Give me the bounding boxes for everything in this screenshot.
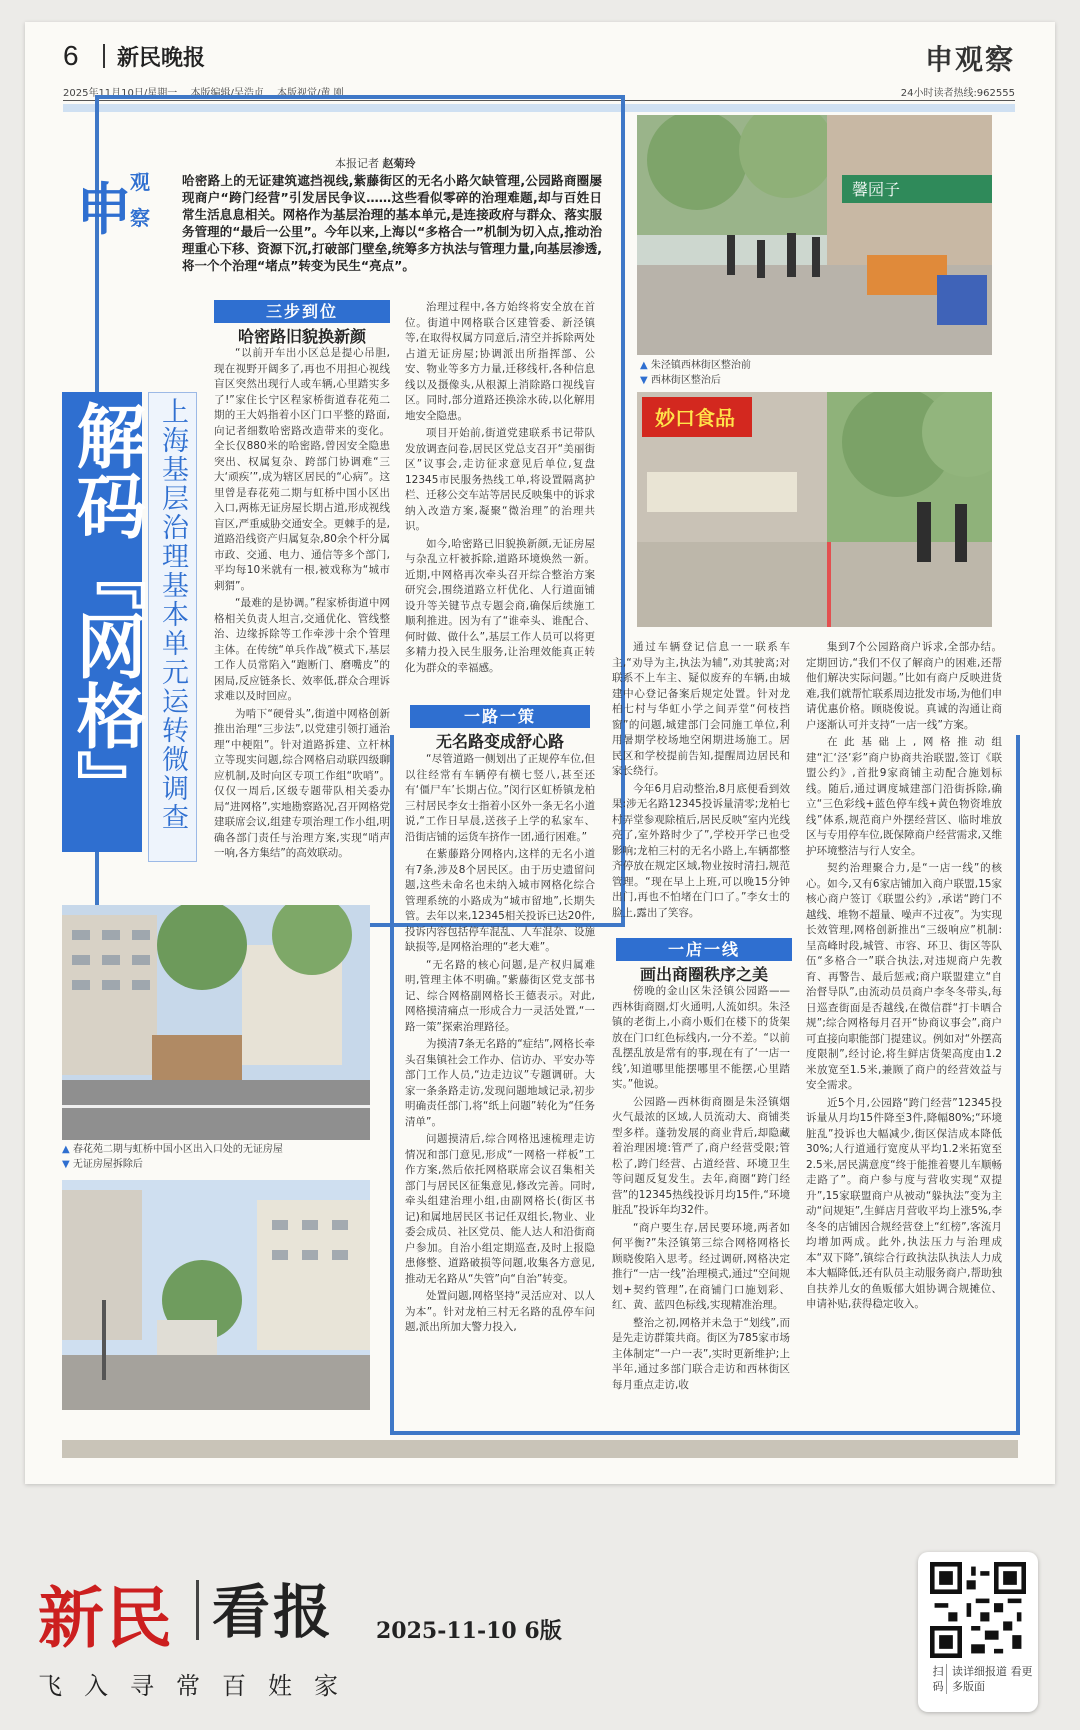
editor-credit: 本版编辑/吴浩贞 — [190, 88, 264, 99]
reader-hotline: 24小时读者热线:962555 — [900, 88, 1015, 99]
column-6 — [806, 640, 1002, 1424]
paragraph: 为啃下“硬骨头”,街道中网格创新推出治理“三步法”,以党建引领打通治理“中梗阻”。针对道路拆建、立杆林立等现实问题,综合网格启动联四级聊应机制,及时向区专项工作组“吹哨”。仅仅一周后,区级专题带队相关委办局“进网格”,实地勘察路况,召开网格党建联席会议,组建专项治理工作小组,明确各部门责任与治理方案,实现“哨声一响,各方集结”的高效联动。 — [214, 707, 390, 859]
column-3 — [405, 752, 595, 1424]
paragraph: 傍晚的金山区朱泾镇公园路——西林街商圈,灯火通明,人流如织。朱泾镇的老街上,小商小贩们在楼下的货架放在门口红色标线内,一分不差。“以前乱摆乱放是常有的事,现在有了‘一店一线’,知道哪里能摆哪里不能摆,心里踏实。”他说。 — [612, 985, 790, 1090]
logo-char-shen: 申 — [76, 177, 132, 243]
paragraph: 在紫藤路分网格内,这样的无名小道有7条,涉及8个居民区。由于历史遗留问题,这些未命名也未纳入城市网格化综合管理系统的小路成为“城市留地”,长期失管。去年以来,12345相关投诉已达20件,投诉内容包括停车混乱、人车混杂、设施缺损等,是网格治理的“老大难”。 — [405, 848, 595, 953]
column-1 — [214, 346, 390, 886]
paragraph: 如今,哈密路已旧貌换新颜,无证房屋与杂乱立杆被拆除,道路环境焕然一新。近期,中网格再次牵头召开综合整治方案研究会,围绕道路立杆优化、人行道面铺设升等关键节点专题会商,确保后续施工顺利推进。因为有了“谁牵头、谁配合、何时做、做什么”,基层工作人员可以将更多精力投入民生服务,让治理效能真正转化为群众的幸福感。 — [405, 537, 595, 674]
date-line: 2025年11月10日/星期一 — [63, 88, 178, 99]
photo-xilin-after — [637, 392, 992, 627]
byline — [335, 155, 416, 171]
paragraph: 今年6月启动整治,8月底便看到效果:涉无名路12345投诉量清零;龙柏七村弄堂参观除植后,居民反映“室内光线亮了,室外路时少了”,学校开学已也受影响;龙柏三村的无名小路上,车辆都整齐停放在规定区域,物业按时清扫,规范管理。“现在早上上班,可以晚15分钟出门,再也不怕堵在门口了。”李女士的脸上,露出了笑容。 — [612, 782, 790, 919]
paragraph: 公园路—西林街商圈是朱泾镇烟火气最浓的区域,人员流动大、商铺类型多样。蓬勃发展的商业背后,却隐藏着治理困境:管严了,商户经营受限;管松了,跨门经营、占道经营、环境卫生等问题反复发生。去年,商圈“跨门经营”的12345热线投诉月均15件,“环境脏乱”投诉年均32件。 — [612, 1095, 790, 1216]
shenguancha-logo — [76, 160, 172, 250]
caption-top-right: ▲ 朱泾镇西林街区整治前 ▼ 西林街区整治后 — [640, 360, 751, 386]
brand-kanbao: 看报 — [212, 1578, 335, 1646]
caption-hami-before: 春花苑二期与虹桥中国小区出入口处的无证房屋 — [72, 1144, 283, 1155]
header-divider — [103, 44, 105, 68]
edition-date: 2025-11-10 6版 — [376, 1618, 562, 1644]
caption-hami-after: 无证房屋拆除后 — [72, 1159, 143, 1170]
photo-hami-before — [62, 905, 370, 1140]
page-number: 6 — [63, 40, 79, 71]
paragraph: “无名路的核心问题,是产权归属难明,管理主体不明确。”紫藤街区党支部书记、综合网格副网格长王德表示。对此,网格摸清痛点一形成合力一灵活处置,“一路一策”探索治理路径。 — [405, 958, 595, 1033]
section-head-2: 一路一策 — [410, 705, 590, 728]
qr-card[interactable] — [918, 1552, 1038, 1712]
brand-xinmin: 新民 — [38, 1579, 174, 1657]
photo-xilin-before — [637, 115, 992, 355]
paragraph: “以前开车出小区总是提心吊胆,现在视野开阔多了,再也不用担心视线盲区突然出现行人或车辆,心里踏实多了!”家住长宁区程家桥街道春花苑二期的王大妈指着小区门口平整的路面,向记者细数哈密路改造带来的变化。全长仅880米的哈密路,曾因安全隐患突出、权属复杂、跨部门协调难“三大‘顽疾’”,成为辖区居民的“心病”。这里曾是春花苑二期与虹桥中国小区出入口,两栋无证房屋长期占道,形成视线盲区,严重威胁交通安全。更棘手的是,道路沿线资产归属复杂,80余个杆分属市政、交通、电力、通信等多个部门,平均每10米就有一根,被戏称为“城市刺猬”。 — [214, 347, 390, 592]
paragraph: “商户要生存,居民要环境,两者如何平衡?”朱泾镇第三综合网格网格长顾晓俊陷入思考。经过调研,网格决定推行“一店一线”治理模式,通过“空间规划+契约管理”,在商铺门口施划彩、红、黄、蓝四色标线,实现精准治理。 — [612, 1221, 790, 1311]
logo-char-cha: 察 — [130, 206, 150, 230]
paragraph: 在此基础上,网格推动组建“汇‘泾’彩”商户协商共治联盟,签订《联盟公约》,首批9家商铺主动配合施划标线。随后,通过调度城建部门沿街拆除,确立“三色彩线+蓝色停车线+黄色物资堆放线”体系,规范商户外摆经营区、临时堆放区与专用停车位,既保障商户经营需求,又维护环境整洁与行人安全。 — [806, 736, 1002, 857]
paragraph: 治理过程中,各方始终将安全放在首位。街道中网格联合区建管委、新泾镇等,在取得权属方同意后,清空并拆除两处占道无证房屋;协调派出所指挥部、公安、物业等多方力量,迁移线杆,各种信息线以及摄像头,从根源上消除路口视线盲区。同时,部分道路还换涂水砖,以化解用地安全隐患。 — [405, 301, 595, 422]
paragraph: 通过车辆登记信息一一联系车主,“劝导为主,执法为辅”,劝其驶离;对联系不上车主、疑似废弃的车辆,由城建中心登记备案后规定处置。针对龙柏七村与华虹小学之间弄堂“何枝挡窗”的问题,城建部门会同施工单位,利用暑期学校场地空闲期进场施工。居民区和学校提前告知,提醒周边居民和家长绕行。 — [612, 641, 790, 777]
paragraph: 为摸清7条无名路的“症结”,网格长牵头召集镇社会工作办、信访办、平安办等部门工作人员,“边走边议”专题调研。大家一条条路走访,发现问题地域记录,初步明确责任部门,将“纸上问题”转化为“任务清单”。 — [405, 1038, 595, 1128]
logo-char-guan: 观 — [130, 170, 150, 194]
stall-sign-text: 馨园子 — [852, 180, 901, 199]
paragraph: 处置问题,网格坚持“灵活应对、以人为本”。针对龙柏三村无名路的乱停车问题,派出所加大警力投入, — [405, 1290, 595, 1333]
paragraph: 契约治理聚合力,是“一店一线”的核心。如今,又有6家店铺加入商户联盟,15家核心商户签订《联盟公约》,承诺“跨门不越线、堆物不超量、噪声不过夜”。为实现长效管理,网格创新推出“三级响应”机制:呈高峰时段,城管、市容、环卫、街区等队伍“多格合一”联合执法,对违规商户先教育、再警告、最后惩戒;商户联盟建立“自治督导队”,由流动员员商户李冬冬带头,每日巡查街面是否越线,在微信群“打卡晒合规”;综合网格每月召开“协商议事会”,商户可直接向职能部门提建议。例如对“外摆高度限制”,经讨论,将生鲜店货架高度由1.2米放宽至1.5米,兼顾了商户的经营效益与安全需求。 — [806, 862, 1002, 1091]
paragraph: “最难的是协调。”程家桥街道中网格相关负责人坦言,交通优化、管线整治、边缘拆除等工作牵涉十余个管理主体。在传统“单兵作战”模式下,基层工作人员常陷入“跑断门、磨嘴皮”的困局,反应链条长、效率低,群众合理诉求难以及时回应。 — [214, 597, 390, 702]
proofreader-credit: 本版视觉/黄 刚 — [277, 88, 344, 99]
brand-divider — [196, 1580, 199, 1640]
sub-headline: 上海基层治理基本单元运转微调查 — [148, 392, 197, 862]
page-bottom-edge — [62, 1440, 1018, 1458]
section-name: 申观察 — [924, 43, 1015, 76]
paragraph: 项目开始前,街道党建联系书记带队发放调查问卷,居民区党总支召开“美丽街区”议事会,走访征求意见后单位,复盘12345市民服务热线工单,将设置隔离护栏、迁移公交车站等居民反映集中的诉求纳入改造方案,凝聚“微治理”的治理共识。 — [405, 427, 595, 532]
column-5 — [612, 984, 790, 1424]
paragraph: “尽管道路一侧划出了正规停车位,但以往经常有车辆停有横七竖八,甚至还有‘僵尸车’长期占位。”闵行区虹桥镇龙柏三村居民李女士指着小区外一条无名小道说,“工作日早晨,送孩子上学的私家车、沿街店铺的运货车挤作一团,通行困难。” — [405, 753, 595, 843]
section-head-3: 一店一线 — [616, 938, 792, 961]
byline-name: 赵菊玲 — [382, 157, 416, 170]
caption-bottom-left: ▲ 春花苑二期与虹桥中国小区出入口处的无证房屋 ▼ 无证房屋拆除后 — [62, 1144, 283, 1170]
qr-description: 读详细报道 看更多版面 — [952, 1665, 1033, 1693]
section-sub-3: 画出商圈秩序之美 — [639, 965, 768, 984]
lead-paragraph: 哈密路上的无证建筑遮挡视线,紫藤街区的无名小路欠缺管理,公园路商圈屡现商户“跨门经营”引发居民争议……这些看似零碎的治理难题,却与百姓日常生活息息相关。网格作为基层治理的基本单元,是连接政府与群众、落实服务管理的“最后一公里”。今年以来,上海以“多格合一”机制为切入点,推动治理重心下移、资源下沉,打破部门壁垒,统筹多方执法与管理力量,向基层渗透,将一个个治理“堵点”转变为民生“亮点”。 — [182, 173, 602, 273]
qr-code-icon[interactable] — [930, 1562, 1026, 1658]
caption-after: 西林街区整治后 — [650, 375, 721, 386]
caption-before: 朱泾镇西林街区整治前 — [650, 360, 751, 371]
paragraph: 整治之初,网格并未急于“划线”,而是先走访群策共商。街区为785家市场主体制定“一户一表”,实时更新维护;上半年,通过多部门联合走访和西林街区每月重点走访,收 — [612, 1316, 790, 1391]
byline-prefix: 本报记者 — [335, 157, 379, 170]
photo-hami-after — [62, 1180, 370, 1410]
paper-name: 新民晚报 — [117, 45, 206, 71]
paragraph: 问题摸清后,综合网格迅速梳理走访情况和部门意见,形成“一网格一样板”工作方案,然后依托网格联席会议召集相关部门与居民区征集意见,修改完善。同时,牵头组建治理小组,由副网格长(街区书记)和属地居民区书记任双组长,物业、业委会成员、社区党员、能人达人和沿街商户参加。自治小组定期巡查,及时上报隐患修整、道路破损等问题,收集各方意见,推动无名路从“失管”向“自治”转变。 — [405, 1133, 595, 1285]
section-sub-2: 无名路变成舒心路 — [435, 732, 564, 751]
column-2 — [405, 300, 595, 710]
section-head-1: 三步到位 — [214, 300, 390, 323]
column-4 — [612, 640, 790, 925]
shop-sign-text: 妙口食品 — [655, 406, 735, 430]
section-sub-1: 哈密路旧貌换新颜 — [237, 327, 366, 346]
main-headline: 解码『网格』 — [65, 400, 148, 820]
paragraph: 集到7个公园路商户诉求,全部办结。定期回访,“我们不仅了解商户的困难,还帮他们解决实际问题。”比如有商户反映进货难,我们就帮忙联系周边批发市场,为他们申请优惠价格。顾晓俊说。真诚的沟通让商户逐渐认可并支持“一店一线”方案。 — [806, 641, 1002, 731]
brand-slogan: 飞入寻常百姓家 — [38, 1672, 360, 1700]
paragraph: 近5个月,公园路“跨门经营”12345投诉量从月均15件降至3件,降幅80%;“环境脏乱”投诉也大幅减少,街区保洁成本降低30%;人行道通行宽度从平均1.2米拓宽至2.5米,居民满意度“终于能推着婴儿车顺畅走路了”。商户参与度与营收实现“双提升”,15家联盟商户从被动“躲执法”变为主动“问规矩”,生鲜店月营收平均上涨5%,李冬冬的店铺因合规经营登上“红榜”,客流月均增加两成。此外,执法压力与治理成本“双下降”,镇综合行政执法队执法人力成本大幅降低,还有队员主动服务商户,帮助独自扶养儿女的鱼贩郁大姐协调合规摊位、申请补贴,获得稳定收入。 — [806, 1096, 1002, 1310]
qr-scan-label: 扫码 — [930, 1664, 947, 1694]
